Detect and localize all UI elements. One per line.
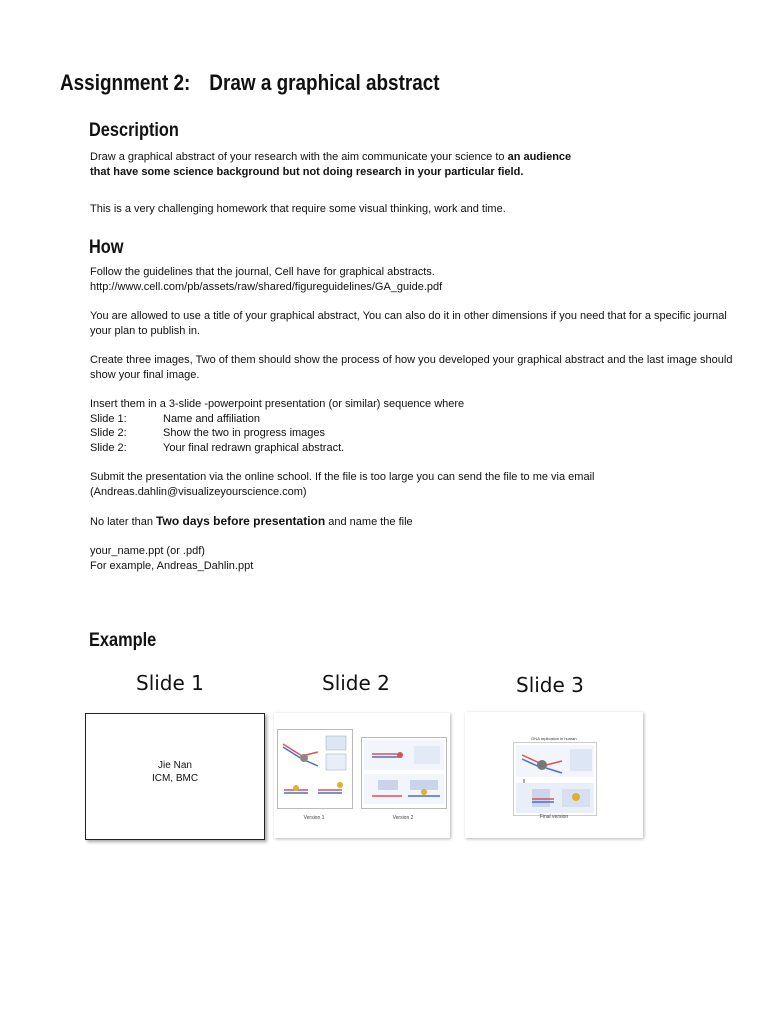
title-paragraph: You are allowed to use a title of your graphical abstract, You can also do it in other dimensions if you need that for a specific journal your plan to publish in. bbox=[90, 310, 727, 337]
description-paragraph-2: This is a very challenging homework that require some visual thinking, work and time. bbox=[90, 203, 506, 215]
submit-paragraph: Submit the presentation via the online school. If the file is too large you can send the file to me via email (Andreas.dahlin@visualizeyourscience.com) bbox=[90, 470, 740, 499]
slide-list-item: Slide 2: Show the two in progress images bbox=[90, 427, 326, 440]
example-heading: Example bbox=[89, 630, 157, 651]
version-2-diagram bbox=[362, 738, 446, 808]
version-1-diagram bbox=[278, 730, 352, 808]
final-version-image bbox=[513, 742, 597, 816]
slide-list-item: Slide 2: Your final redrawn graphical abstract. bbox=[90, 442, 345, 455]
version-2-caption: Version 2 bbox=[392, 815, 414, 821]
email-address[interactable]: (Andreas.dahlin@visualizeyourscience.com) bbox=[90, 485, 307, 498]
deadline-paragraph: No later than Two days before presentation and name the file bbox=[90, 514, 413, 528]
presenter-affiliation: ICM, BMC bbox=[151, 773, 199, 784]
filename-paragraph: your_name.ppt (or .pdf) For example, Andreas_Dahlin.ppt bbox=[90, 545, 254, 572]
title-prefix: Assignment 2: bbox=[60, 70, 191, 95]
how-heading: How bbox=[89, 237, 124, 258]
assignment-title bbox=[60, 70, 440, 96]
description-paragraph-1: Draw a graphical abstract of your research with the aim communicate your science to an audience that have some science background but not doing research in your particular field. bbox=[90, 151, 572, 178]
slides-list: Insert them in a 3-slide -powerpoint presentation (or similar) sequence where Slide 1: Name and affiliation Slide 2: Show the two in progress images Slide 2: Your final redrawn graphical abstract. bbox=[90, 397, 740, 456]
version-2-image bbox=[361, 737, 447, 809]
final-version-title: DNA replication in human bbox=[531, 736, 577, 741]
slide-1-label: Slide 1 bbox=[136, 671, 204, 695]
presenter-name: Jie Nan bbox=[158, 760, 192, 771]
slide-list-item: Slide 1: Name and affiliation bbox=[90, 412, 261, 425]
images-paragraph: Create three images, Two of them should show the process of how you developed your graphical abstract and the last image should show your final image. bbox=[90, 354, 733, 381]
version-1-caption: Version 1 bbox=[303, 815, 325, 821]
slide-2-thumbnail bbox=[274, 713, 450, 838]
description-heading: Description bbox=[89, 120, 179, 141]
slide-3-thumbnail bbox=[465, 712, 643, 838]
slide-3-label: Slide 3 bbox=[516, 673, 584, 697]
final-version-diagram bbox=[514, 743, 596, 815]
guideline-link[interactable]: http://www.cell.com/pb/assets/raw/shared/figureguidelines/GA_guide.pdf bbox=[90, 280, 443, 293]
slide-2-label: Slide 2 bbox=[322, 671, 390, 695]
slide-1-thumbnail bbox=[85, 713, 265, 840]
title-main: Draw a graphical abstract bbox=[209, 70, 440, 95]
final-version-caption: Final version bbox=[539, 814, 569, 820]
version-1-image bbox=[277, 729, 353, 809]
guideline-text: Follow the guidelines that the journal, Cell have for graphical abstracts. http://www.cell.com/pb/assets/raw/shared/figureguidelines/GA_guide.pdf bbox=[90, 265, 740, 294]
